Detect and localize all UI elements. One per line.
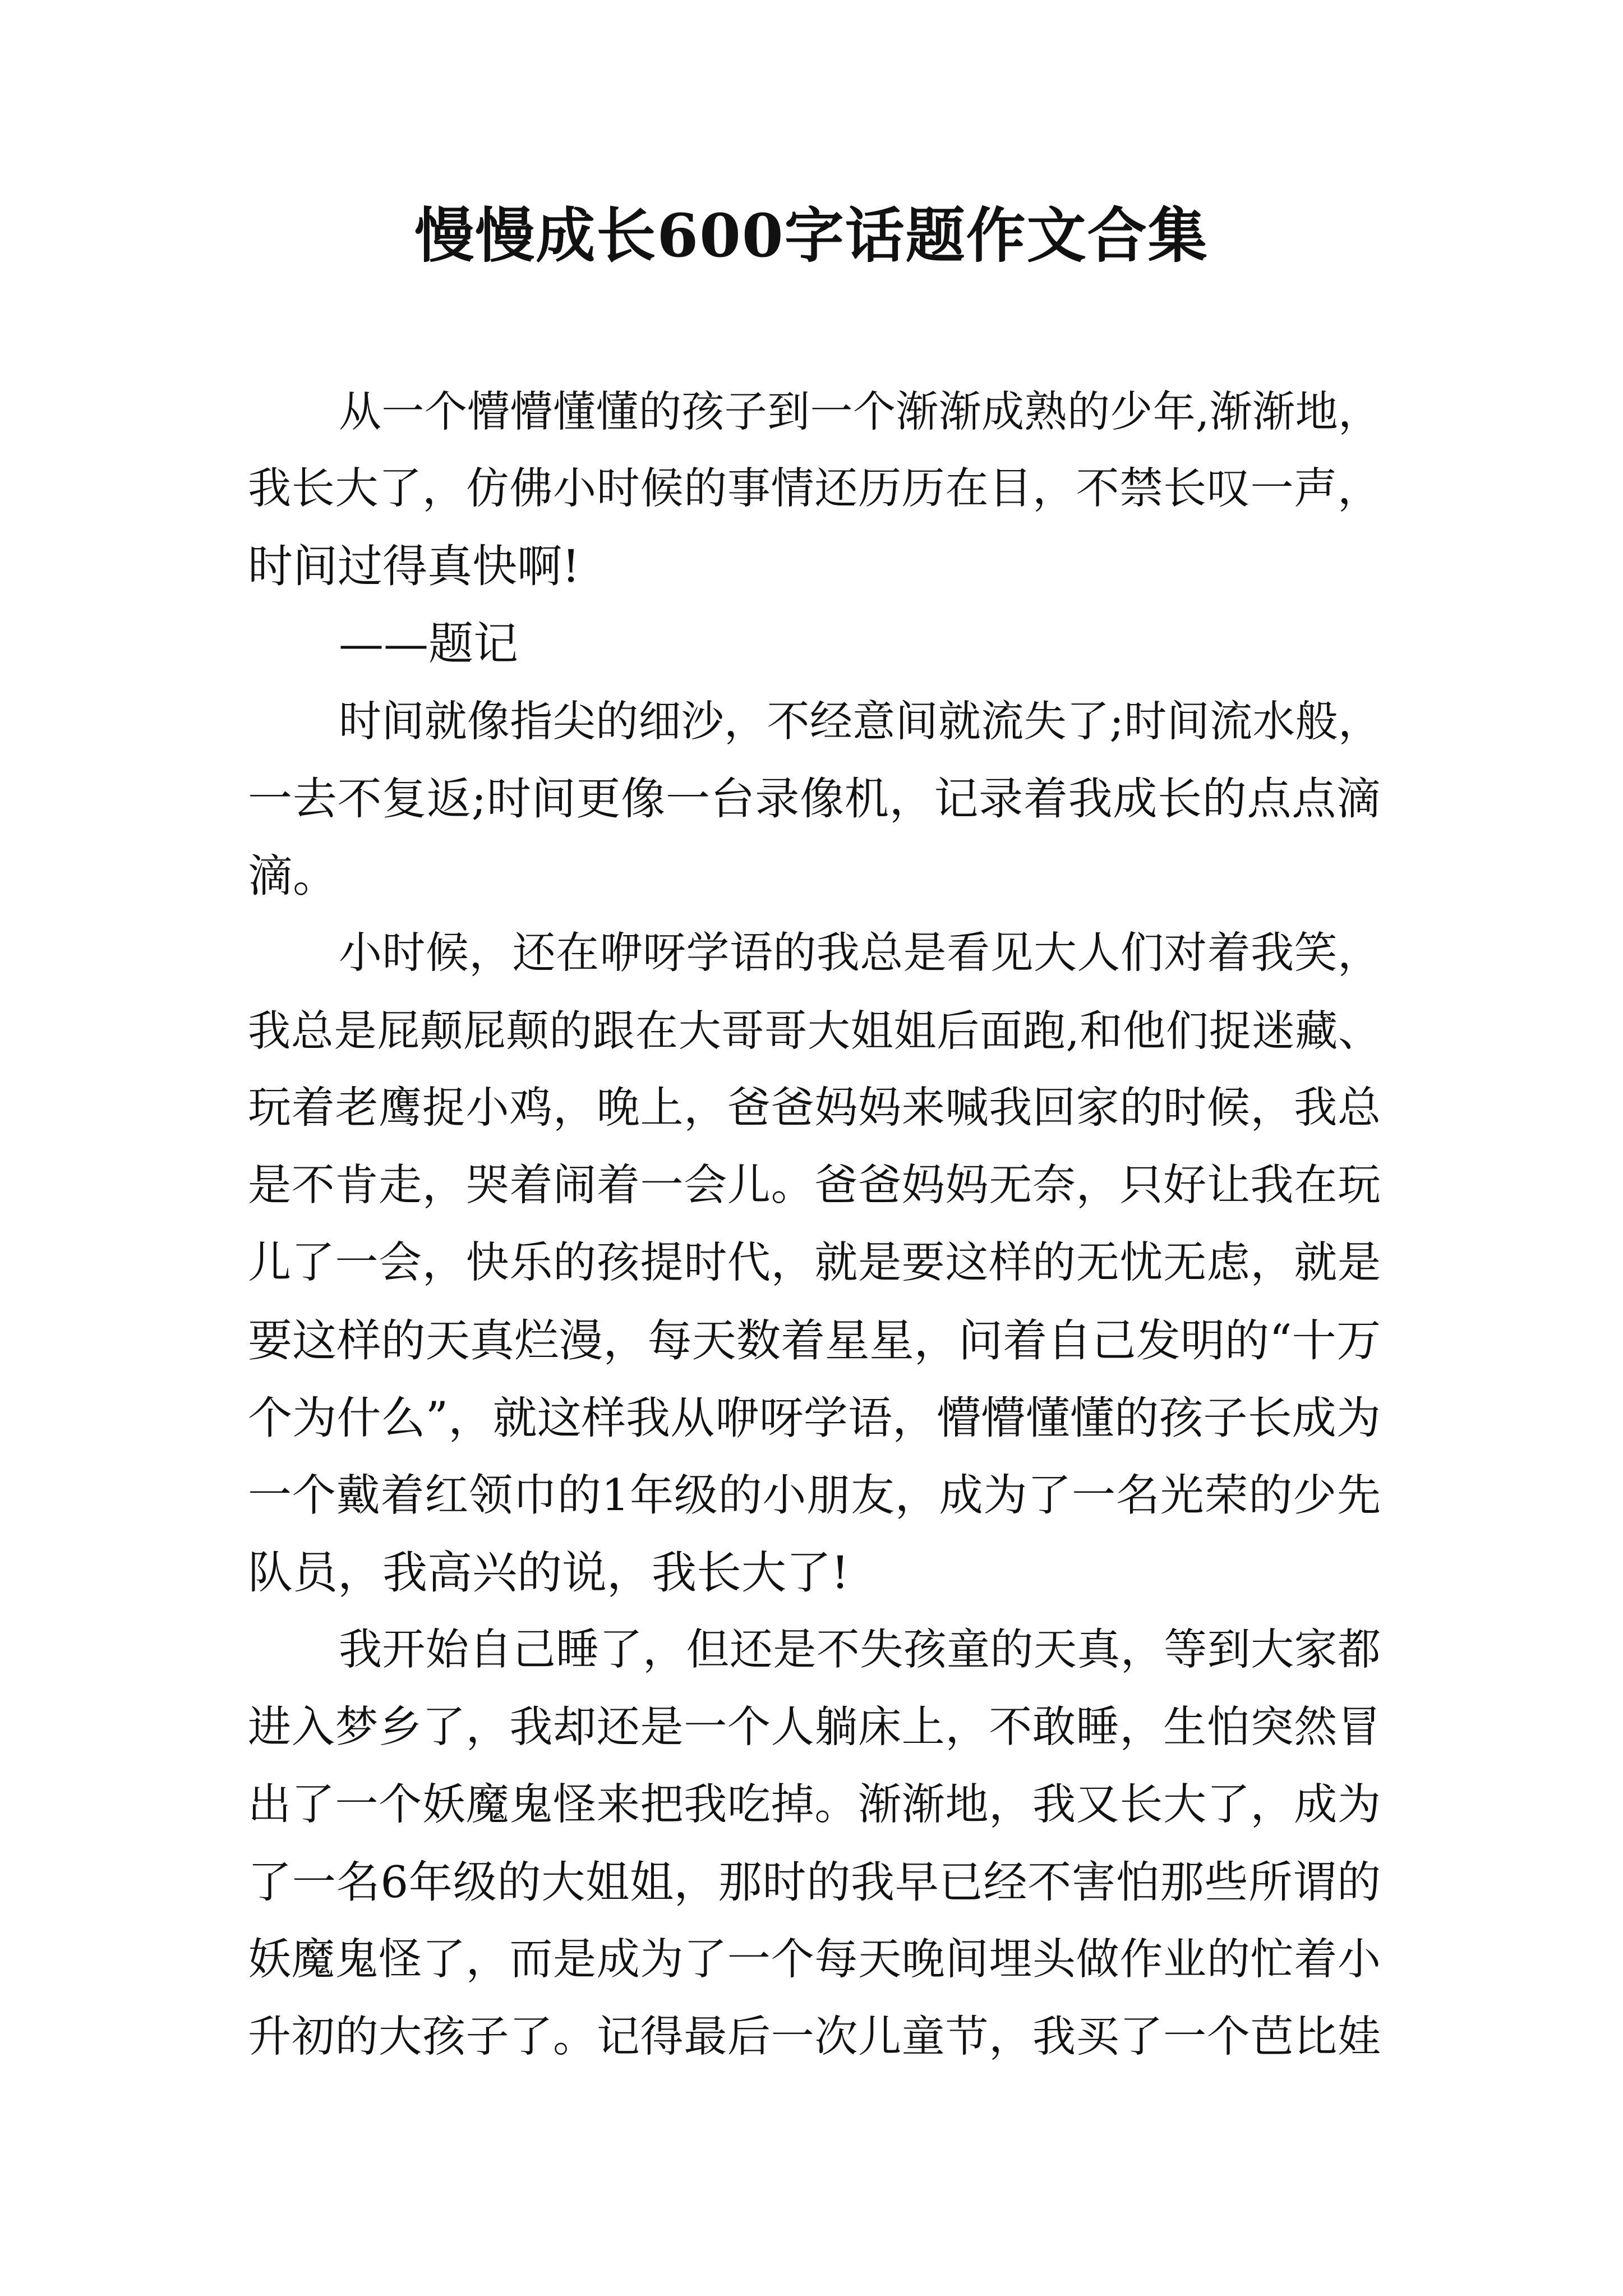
text-line: 了一名6年级的大姐姐，那时的我早已经不害怕那些所谓的 [248, 1857, 1381, 1908]
document-title: 慢慢成长600字话题作文合集 [414, 200, 1209, 270]
text-line: 时间就像指尖的细沙，不经意间就流失了;时间流水般， [339, 696, 1381, 746]
text-line: 个为什么”，就这样我从咿呀学语，懵懵懂懂的孩子长成为 [248, 1392, 1381, 1444]
text-line: 滴。 [248, 850, 338, 902]
text-line: 出了一个妖魔鬼怪来把我吃掉。渐渐地，我又长大了，成为 [248, 1780, 1381, 1830]
text-line: 玩着老鹰捉小鸡，晚上，爸爸妈妈来喊我回家的时候，我总 [248, 1083, 1381, 1133]
text-line: 我长大了，仿佛小时候的事情还历历在目，不禁长叹一声， [248, 464, 1381, 514]
text-line: 时间过得真快啊! [248, 540, 580, 592]
text-line: 是不肯走，哭着闹着一会儿。爸爸妈妈无奈，只好让我在玩 [248, 1161, 1381, 1211]
text-line: 要这样的天真烂漫，每天数着星星，问着自己发明的“十万 [248, 1315, 1381, 1366]
text-line: 小时候，还在咿呀学语的我总是看见大人们对着我笑， [339, 928, 1381, 978]
text-line: 进入梦乡了，我却还是一个人躺床上，不敢睡，生怕突然冒 [248, 1703, 1381, 1752]
document-body [248, 373, 1381, 2076]
text-line: 儿了一会，快乐的孩提时代，就是要这样的无忧无虑，就是 [248, 1238, 1381, 1288]
text-line: ——题记 [339, 618, 518, 670]
text-line: 队员，我高兴的说，我长大了! [248, 1547, 850, 1599]
text-line: 升初的大孩子了。记得最后一次儿童节，我买了一个芭比娃 [248, 2012, 1381, 2062]
text-line: 一个戴着红领巾的1年级的小朋友，成为了一名光荣的少先 [248, 1470, 1381, 1521]
text-line: 一去不复返;时间更像一台录像机，记录着我成长的点点滴 [248, 773, 1381, 825]
text-line: 从一个懵懵懂懂的孩子到一个渐渐成熟的少年,渐渐地， [339, 386, 1381, 436]
text-line: 我开始自己睡了，但还是不失孩童的天真，等到大家都 [339, 1625, 1381, 1675]
text-line: 妖魔鬼怪了，而是成为了一个每天晚间埋头做作业的忙着小 [248, 1935, 1381, 1985]
text-line: 我总是屁颠屁颠的跟在大哥哥大姐姐后面跑,和他们捉迷藏、 [248, 1006, 1381, 1056]
